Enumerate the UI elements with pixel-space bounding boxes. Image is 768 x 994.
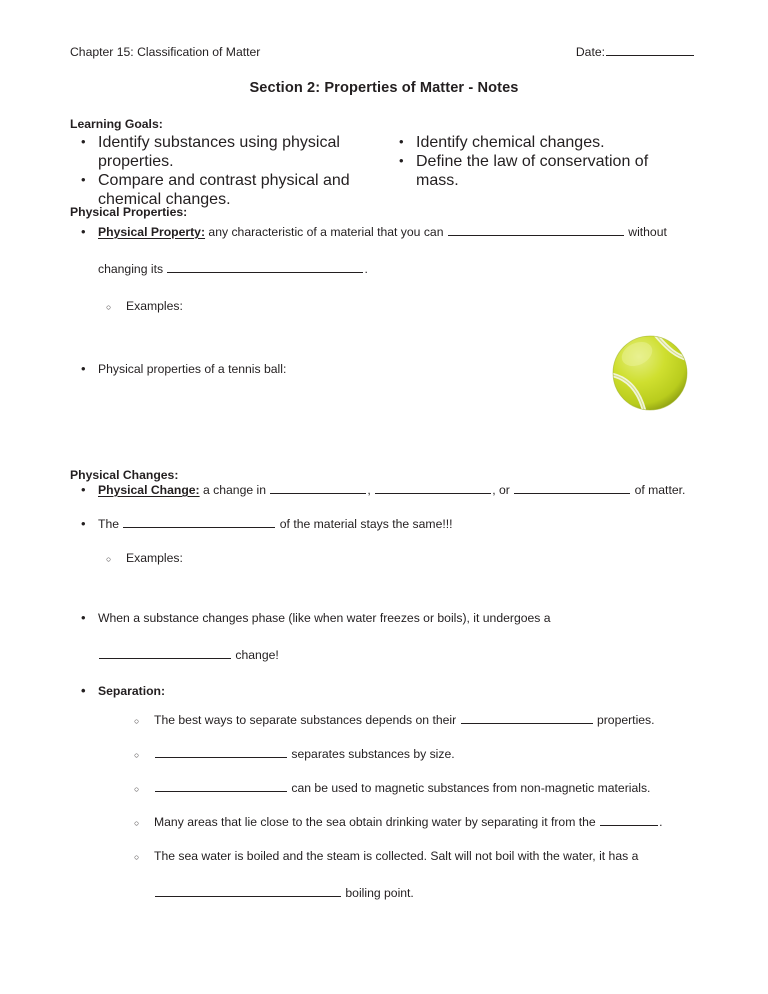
physical-properties-content <box>70 223 694 316</box>
chapter-label: Chapter 15: Classification of Matter <box>70 45 261 59</box>
learning-goals-right-column <box>376 133 694 209</box>
fill-blank[interactable] <box>155 746 287 758</box>
change-text-part3: , or <box>492 483 514 497</box>
page-title: Section 2: Properties of Matter - Notes <box>249 80 519 96</box>
separation-label: • Separation: <box>70 682 694 701</box>
item-suffix: properties. <box>593 713 655 727</box>
phase-change-line2 <box>70 646 694 665</box>
date-field <box>576 44 694 60</box>
phase-change-suffix: change! <box>232 648 279 662</box>
fill-blank[interactable] <box>600 814 658 826</box>
learning-goals-left-column <box>70 133 376 209</box>
definition-text-part1: any characteristic of a material that you can <box>205 225 447 239</box>
item-suffix: . <box>659 815 663 829</box>
list-item: • Define the law of conservation of mass. <box>388 152 694 190</box>
definition-line2-prefix: changing its <box>98 262 167 276</box>
fill-blank[interactable] <box>270 482 366 494</box>
list-item: • Identify chemical changes. <box>388 133 694 152</box>
page-header <box>70 44 694 60</box>
item-prefix: The best ways to separate substances depends on their <box>154 713 460 727</box>
fill-blank[interactable] <box>167 261 363 273</box>
list-item: • Identify substances using physical properties. <box>70 133 376 171</box>
list-item: • Compare and contrast physical and chemical changes. <box>70 171 376 209</box>
separation-list <box>70 711 694 903</box>
fill-blank[interactable] <box>375 482 491 494</box>
tennis-ball-bullet: • Physical properties of a tennis ball: <box>70 360 598 379</box>
item-suffix: separates substances by size. <box>288 747 455 761</box>
list-item <box>70 847 694 866</box>
list-item <box>70 779 694 798</box>
last-item-line1: The sea water is boiled and the steam is collected. Salt will not boil with the water, it has a <box>154 849 639 863</box>
list-item <box>70 745 694 764</box>
item-suffix: can be used to magnetic substances from non-magnetic materials. <box>288 781 651 795</box>
examples-label: ○ Examples: <box>70 549 694 568</box>
date-blank-line <box>606 44 694 56</box>
fill-blank[interactable] <box>155 780 287 792</box>
examples-label: ○ Examples: <box>70 297 694 316</box>
physical-property-definition <box>70 223 694 242</box>
fill-blank[interactable] <box>155 885 341 897</box>
fill-blank[interactable] <box>514 482 630 494</box>
tennis-ball-svg <box>611 334 689 412</box>
last-item-line2 <box>70 884 694 903</box>
list-item <box>70 711 694 730</box>
fill-blank[interactable] <box>123 516 275 528</box>
learning-goals-list <box>70 133 694 209</box>
definition-text-part2: without <box>624 225 667 239</box>
stays-same-suffix: of the material stays the same!!! <box>276 517 453 531</box>
physical-properties-heading: Physical Properties: <box>70 205 188 219</box>
item-prefix: Many areas that lie close to the sea obtain drinking water by separating it from the <box>154 815 600 829</box>
stays-same-prefix: The <box>98 517 123 531</box>
physical-change-definition <box>70 481 694 500</box>
date-label: Date: <box>575 45 605 59</box>
change-text-part4: of matter. <box>631 483 686 497</box>
change-text-part2: , <box>367 483 375 497</box>
material-stays-same <box>70 515 694 534</box>
learning-goals-heading: Learning Goals: <box>70 117 163 131</box>
definition-line2-suffix: . <box>364 262 368 276</box>
physical-changes-heading: Physical Changes: <box>70 468 179 482</box>
physical-property-definition-line2 <box>70 260 694 279</box>
fill-blank[interactable] <box>99 647 231 659</box>
list-item <box>70 813 694 832</box>
physical-property-term: Physical Property: <box>98 225 206 239</box>
tennis-ball-icon <box>611 334 689 412</box>
phase-change-content <box>70 609 694 701</box>
fill-blank[interactable] <box>461 712 593 724</box>
change-text-part1: a change in <box>199 483 270 497</box>
physical-changes-content <box>70 481 694 568</box>
fill-blank[interactable] <box>448 224 624 236</box>
phase-change-line1: • When a substance changes phase (like when water freezes or boils), it undergoes a <box>70 609 694 628</box>
physical-change-term: Physical Change: <box>98 483 200 497</box>
last-item-suffix: boiling point. <box>342 886 414 900</box>
